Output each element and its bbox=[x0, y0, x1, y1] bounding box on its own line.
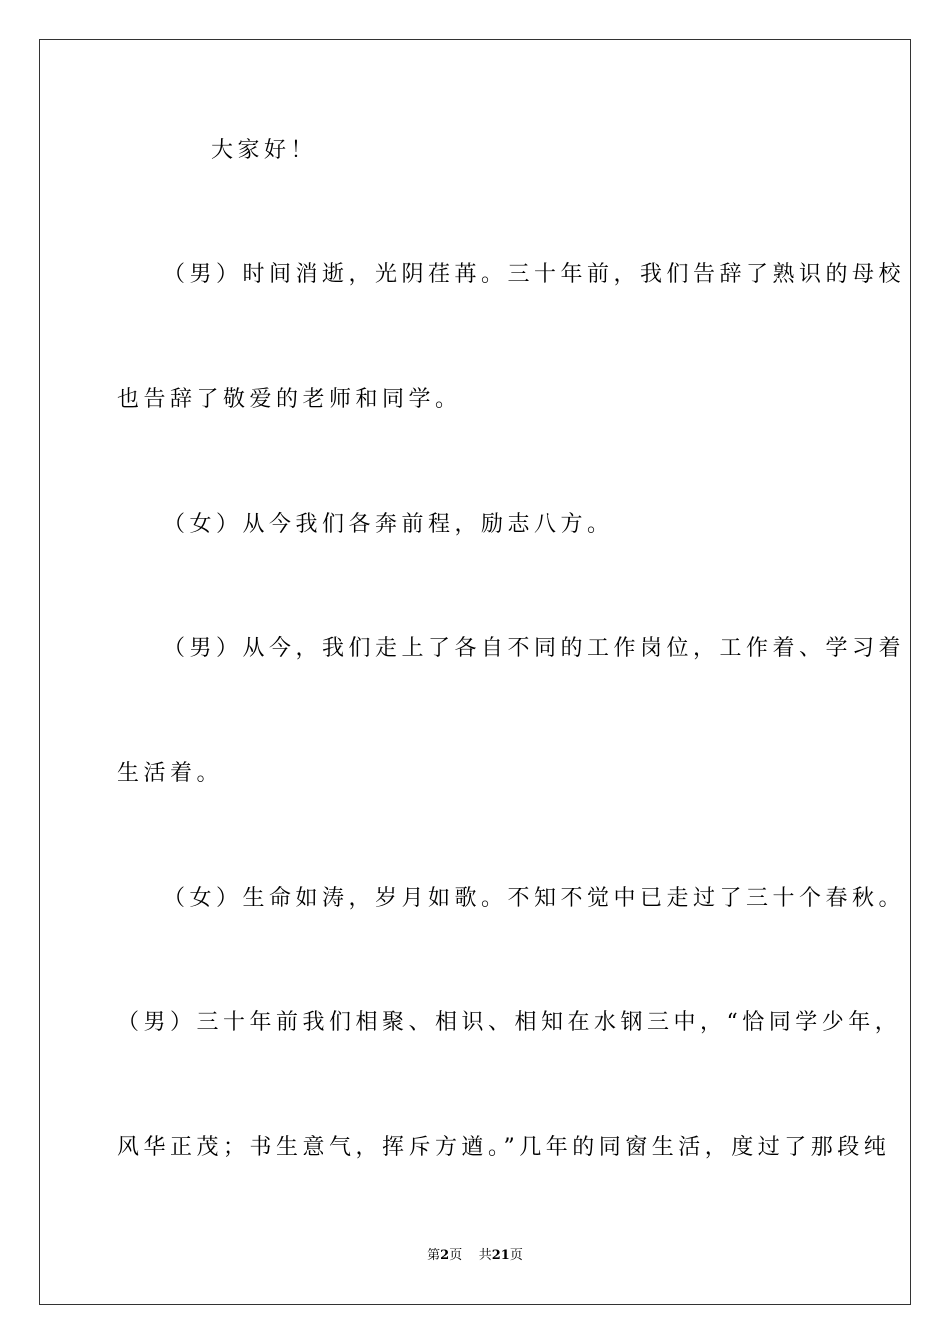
paragraph-line: 生活着。 bbox=[117, 761, 224, 786]
paragraph-line: （男）三十年前我们相聚、相识、相知在水钢三中，“恰同学少年， bbox=[117, 1010, 902, 1035]
page-border bbox=[39, 39, 911, 1305]
paragraph-line: （女）从今我们各奔前程，励志八方。 bbox=[163, 512, 614, 537]
footer-total-pages: 21 bbox=[491, 1248, 510, 1263]
page-footer bbox=[0, 1247, 950, 1265]
greeting-line: 大家好！ bbox=[211, 138, 318, 163]
footer-page-prefix: 第 bbox=[427, 1248, 441, 1263]
footer-page-suffix: 页 bbox=[449, 1248, 463, 1263]
paragraph-line: （男）时间消逝，光阴荏苒。三十年前，我们告辞了熟识的母校 bbox=[163, 262, 906, 287]
footer-page-number: 2 bbox=[440, 1248, 450, 1263]
paragraph-line: 风华正茂；书生意气，挥斥方遒。”几年的同窗生活，度过了那段纯 bbox=[117, 1135, 891, 1160]
footer-total-prefix: 共 bbox=[478, 1248, 492, 1263]
footer-total-suffix: 页 bbox=[509, 1248, 523, 1263]
paragraph-line: （男）从今，我们走上了各自不同的工作岗位，工作着、学习着 bbox=[163, 636, 906, 661]
paragraph-line: （女）生命如涛，岁月如歌。不知不觉中已走过了三十个春秋。 bbox=[163, 886, 906, 911]
paragraph-line: 也告辞了敬爱的老师和同学。 bbox=[117, 387, 462, 412]
